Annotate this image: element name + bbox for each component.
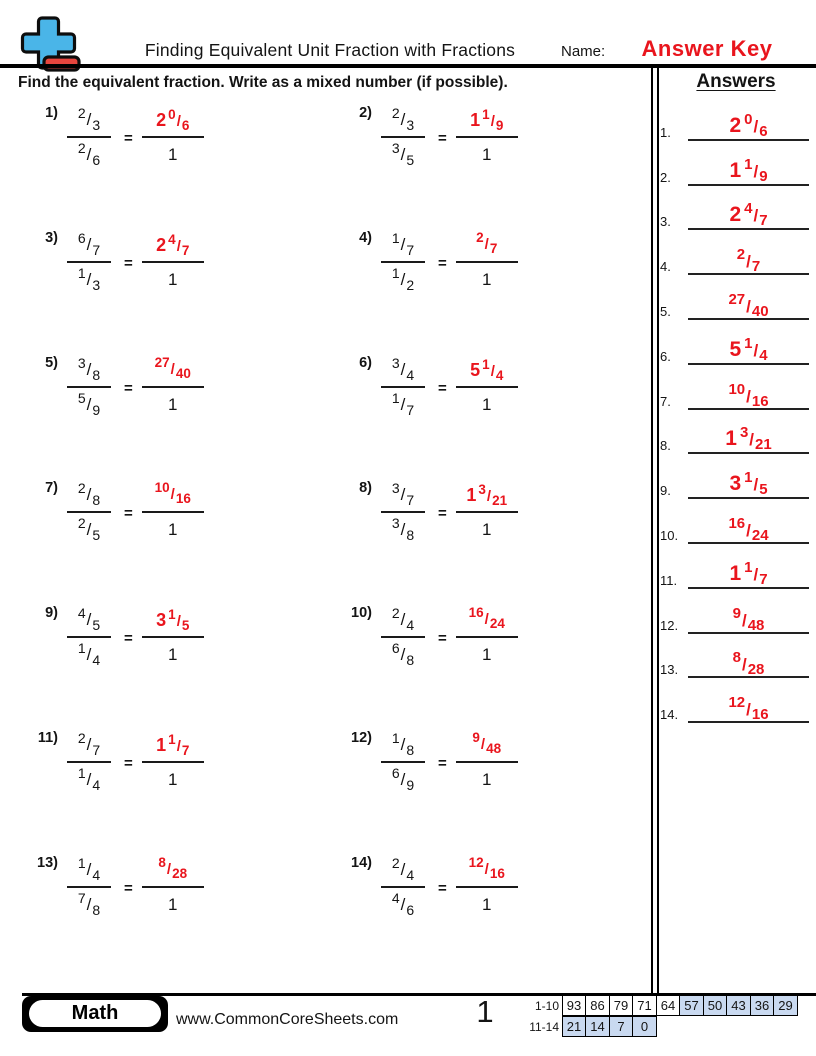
- answer-value: 8/28: [732, 649, 765, 679]
- top-fraction: 2/3: [67, 104, 111, 138]
- answer-row: [660, 230, 812, 275]
- answer-fraction: [142, 229, 204, 297]
- score-cell: 79: [609, 995, 634, 1016]
- equals-sign: =: [124, 879, 133, 897]
- page-number: 1: [476, 994, 494, 1029]
- problem: [338, 352, 648, 424]
- score-range-label: 1-10: [534, 998, 559, 1013]
- given-complex-fraction: [381, 479, 425, 547]
- answer-value: 2 $^4/_7$: [142, 229, 204, 263]
- answer-row: [660, 141, 812, 186]
- answer-number: 12.: [660, 617, 679, 633]
- answer-line: [688, 110, 809, 141]
- bottom-fraction: 2/5: [77, 515, 101, 543]
- problem-number: 5): [45, 355, 58, 371]
- answer-number: 3.: [660, 214, 671, 230]
- problem-number: 13): [37, 855, 58, 871]
- problem: [24, 102, 338, 174]
- problem: [24, 352, 338, 424]
- equals-sign: =: [438, 129, 447, 147]
- answer-number: 1.: [660, 124, 671, 140]
- bottom-fraction: 6/8: [391, 640, 415, 668]
- given-complex-fraction: [67, 354, 111, 422]
- answer-denominator: 1: [168, 270, 178, 289]
- top-fraction: 2/4: [381, 604, 425, 638]
- answer-fraction: [456, 604, 518, 672]
- answer-value: 2 4/7: [729, 200, 768, 230]
- answer-line: [688, 604, 809, 634]
- problem-number: 6): [359, 355, 372, 371]
- problem: [24, 727, 338, 799]
- answer-denominator: 1: [168, 395, 178, 414]
- given-complex-fraction: [67, 104, 111, 172]
- bottom-fraction: 1/7: [391, 390, 415, 418]
- answer-value: 2 $^0/_6$: [142, 104, 204, 138]
- answer-line: [688, 290, 809, 320]
- answer-line: [688, 200, 809, 230]
- bottom-fraction: 6/9: [391, 765, 415, 793]
- answer-denominator: 1: [482, 145, 492, 164]
- answer-row: [660, 320, 812, 365]
- problem: [338, 852, 648, 924]
- answer-fraction: [142, 479, 204, 547]
- top-fraction: 1/4: [67, 854, 111, 888]
- problem-number: 1): [45, 105, 58, 121]
- top-fraction: 3/8: [67, 354, 111, 388]
- equals-sign: =: [124, 379, 133, 397]
- answer-line: [688, 469, 809, 499]
- answer-value: 1 $^3/_{21}$: [456, 479, 518, 513]
- answer-key-name: Answer Key: [641, 36, 773, 61]
- answer-denominator: 1: [168, 520, 178, 539]
- given-complex-fraction: [381, 354, 425, 422]
- answers-panel-divider: [651, 68, 659, 993]
- bottom-fraction: 2/6: [77, 140, 101, 168]
- answer-fraction: [456, 354, 518, 422]
- problem-number: 8): [359, 480, 372, 496]
- answer-fraction: [142, 354, 204, 422]
- answer-number: 7.: [660, 393, 671, 409]
- problem: [24, 227, 338, 299]
- given-complex-fraction: [381, 729, 425, 797]
- problem-number: 4): [359, 230, 372, 246]
- subject-label: Math: [29, 1000, 161, 1027]
- name-label: Name:: [561, 43, 606, 60]
- problem-number: 7): [45, 480, 58, 496]
- answer-value: $^8/_{28}$: [142, 854, 204, 888]
- score-cell: 14: [585, 1016, 610, 1037]
- equals-sign: =: [124, 254, 133, 272]
- answer-row: [660, 365, 812, 410]
- problem: [24, 477, 338, 549]
- equals-sign: =: [124, 629, 133, 647]
- score-cell: 50: [703, 995, 728, 1016]
- score-range-label: 11-14: [529, 1019, 559, 1034]
- answer-fraction: [456, 729, 518, 797]
- score-cell: 57: [679, 995, 704, 1016]
- answer-value: 27/40: [728, 290, 769, 320]
- score-cell: 21: [562, 1016, 587, 1037]
- given-complex-fraction: [381, 104, 425, 172]
- bottom-fraction: 3/5: [391, 140, 415, 168]
- score-table: [521, 995, 798, 1037]
- answer-fraction: [456, 854, 518, 922]
- answer-row: [660, 454, 812, 499]
- answer-number: 6.: [660, 348, 671, 364]
- answer-value: 1 $^1/_7$: [142, 729, 204, 763]
- score-cell: 71: [632, 995, 657, 1016]
- equals-sign: =: [124, 754, 133, 772]
- answer-value: 1 1/7: [729, 558, 768, 588]
- answer-number: 9.: [660, 483, 671, 499]
- answer-value: 3 $^1/_5$: [142, 604, 204, 638]
- score-row: [521, 1016, 798, 1037]
- problem-number: 10): [351, 605, 372, 621]
- answer-value: $^{16}/_{24}$: [456, 604, 518, 638]
- answer-line: [688, 155, 809, 186]
- given-complex-fraction: [67, 729, 111, 797]
- answer-line: [688, 380, 809, 410]
- bottom-fraction: 1/4: [77, 765, 101, 793]
- answer-number: 13.: [660, 662, 679, 678]
- answer-fraction: [142, 729, 204, 797]
- problem: [338, 602, 648, 674]
- equals-sign: =: [438, 754, 447, 772]
- answer-value: 2/7: [736, 246, 761, 276]
- answer-value: $^{10}/_{16}$: [142, 479, 204, 513]
- bottom-fraction: 1/4: [77, 640, 101, 668]
- problems-grid: [24, 102, 648, 977]
- answer-value: 3 1/5: [729, 469, 768, 499]
- problem-number: 14): [351, 855, 372, 871]
- problem: [338, 227, 648, 299]
- answer-number: 4.: [660, 259, 671, 275]
- answer-denominator: 1: [168, 770, 178, 789]
- bottom-fraction: 5/9: [77, 390, 101, 418]
- worksheet-title: Finding Equivalent Unit Fraction with Fractions: [144, 40, 516, 60]
- score-row: [521, 995, 798, 1016]
- answer-value: 5 1/4: [729, 334, 768, 364]
- bottom-fraction: 7/8: [77, 890, 101, 918]
- equals-sign: =: [124, 504, 133, 522]
- answer-value: 1 1/9: [729, 155, 768, 185]
- top-fraction: 1/8: [381, 729, 425, 763]
- answer-number: 10.: [660, 527, 679, 543]
- subject-badge: [22, 996, 168, 1032]
- answer-denominator: 1: [168, 645, 178, 664]
- answer-row: [660, 544, 812, 589]
- answer-fraction: [456, 104, 518, 172]
- answer-value: $^{27}/_{40}$: [142, 354, 204, 388]
- score-cell: 0: [632, 1016, 657, 1037]
- instructions-text: Find the equivalent fraction. Write as a mixed number (if possible).: [18, 74, 508, 91]
- problem: [338, 102, 648, 174]
- answer-denominator: 1: [482, 395, 492, 414]
- given-complex-fraction: [381, 604, 425, 672]
- top-fraction: 1/7: [381, 229, 425, 263]
- answer-denominator: 1: [168, 895, 178, 914]
- equals-sign: =: [438, 254, 447, 272]
- answer-line: [688, 649, 809, 679]
- equals-sign: =: [438, 504, 447, 522]
- bottom-fraction: 1/3: [77, 265, 101, 293]
- problem-number: 11): [37, 730, 58, 746]
- answer-row: [660, 634, 812, 679]
- answer-fraction: [142, 604, 204, 672]
- answer-number: 14.: [660, 707, 679, 723]
- answer-value: $^{12}/_{16}$: [456, 854, 518, 888]
- score-cell: 36: [750, 995, 775, 1016]
- problem-number: 12): [351, 730, 372, 746]
- answer-denominator: 1: [482, 270, 492, 289]
- answer-row: [660, 589, 812, 634]
- bottom-fraction: 1/2: [391, 265, 415, 293]
- answer-denominator: 1: [482, 645, 492, 664]
- score-cell: 7: [609, 1016, 634, 1037]
- header-divider: [0, 64, 816, 68]
- score-cell: 29: [773, 995, 798, 1016]
- top-fraction: 2/8: [67, 479, 111, 513]
- answer-line: [688, 334, 809, 365]
- answer-fraction: [142, 104, 204, 172]
- answer-line: [688, 558, 809, 589]
- score-cell: 93: [562, 995, 587, 1016]
- problem-number: 9): [45, 605, 58, 621]
- answer-number: 8.: [660, 438, 671, 454]
- website-text: www.CommonCoreSheets.com: [176, 1011, 399, 1028]
- answer-number: 2.: [660, 169, 671, 185]
- answer-value: 2 0/6: [729, 110, 768, 140]
- top-fraction: 6/7: [67, 229, 111, 263]
- score-cell: 43: [726, 995, 751, 1016]
- problem: [338, 477, 648, 549]
- answer-row: [660, 96, 812, 141]
- answer-value: 12/16: [728, 694, 769, 724]
- answer-value: $^9/_{48}$: [456, 729, 518, 763]
- answer-row: [660, 275, 812, 320]
- top-fraction: 3/4: [381, 354, 425, 388]
- equals-sign: =: [438, 879, 447, 897]
- answer-value: 1 3/21: [725, 424, 772, 454]
- top-fraction: 2/4: [381, 854, 425, 888]
- answer-line: [688, 424, 809, 454]
- equals-sign: =: [438, 379, 447, 397]
- answer-line: [688, 514, 809, 544]
- problem-number: 3): [45, 230, 58, 246]
- answer-row: [660, 186, 812, 231]
- answers-heading: Answers: [696, 71, 776, 92]
- bottom-fraction: 3/8: [391, 515, 415, 543]
- equals-sign: =: [438, 629, 447, 647]
- problem-number: 2): [359, 105, 372, 121]
- problem: [338, 727, 648, 799]
- answer-value: 1 $^1/_9$: [456, 104, 518, 138]
- answer-row: [660, 499, 812, 544]
- answer-row: [660, 678, 812, 723]
- answers-list: [660, 96, 812, 723]
- answer-value: 10/16: [728, 380, 769, 410]
- answer-value: 16/24: [728, 514, 769, 544]
- answer-fraction: [456, 479, 518, 547]
- top-fraction: 4/5: [67, 604, 111, 638]
- answer-fraction: [142, 854, 204, 922]
- answer-fraction: [456, 229, 518, 297]
- answer-row: [660, 410, 812, 455]
- answer-line: [688, 694, 809, 724]
- top-fraction: 2/3: [381, 104, 425, 138]
- answer-denominator: 1: [482, 770, 492, 789]
- bottom-fraction: 4/6: [391, 890, 415, 918]
- problem: [24, 602, 338, 674]
- answer-value: $^2/_7$: [456, 229, 518, 263]
- answer-number: 11.: [660, 572, 678, 588]
- answer-denominator: 1: [168, 145, 178, 164]
- answer-denominator: 1: [482, 895, 492, 914]
- answer-denominator: 1: [482, 520, 492, 539]
- top-fraction: 3/7: [381, 479, 425, 513]
- problem: [24, 852, 338, 924]
- answer-number: 5.: [660, 303, 671, 319]
- top-fraction: 2/7: [67, 729, 111, 763]
- answer-value: 9/48: [732, 604, 765, 634]
- answer-line: [688, 246, 809, 276]
- given-complex-fraction: [67, 854, 111, 922]
- score-cell: 64: [656, 995, 681, 1016]
- given-complex-fraction: [381, 854, 425, 922]
- given-complex-fraction: [381, 229, 425, 297]
- answer-value: 5 $^1/_4$: [456, 354, 518, 388]
- given-complex-fraction: [67, 229, 111, 297]
- equals-sign: =: [124, 129, 133, 147]
- score-cell: 86: [585, 995, 610, 1016]
- given-complex-fraction: [67, 479, 111, 547]
- given-complex-fraction: [67, 604, 111, 672]
